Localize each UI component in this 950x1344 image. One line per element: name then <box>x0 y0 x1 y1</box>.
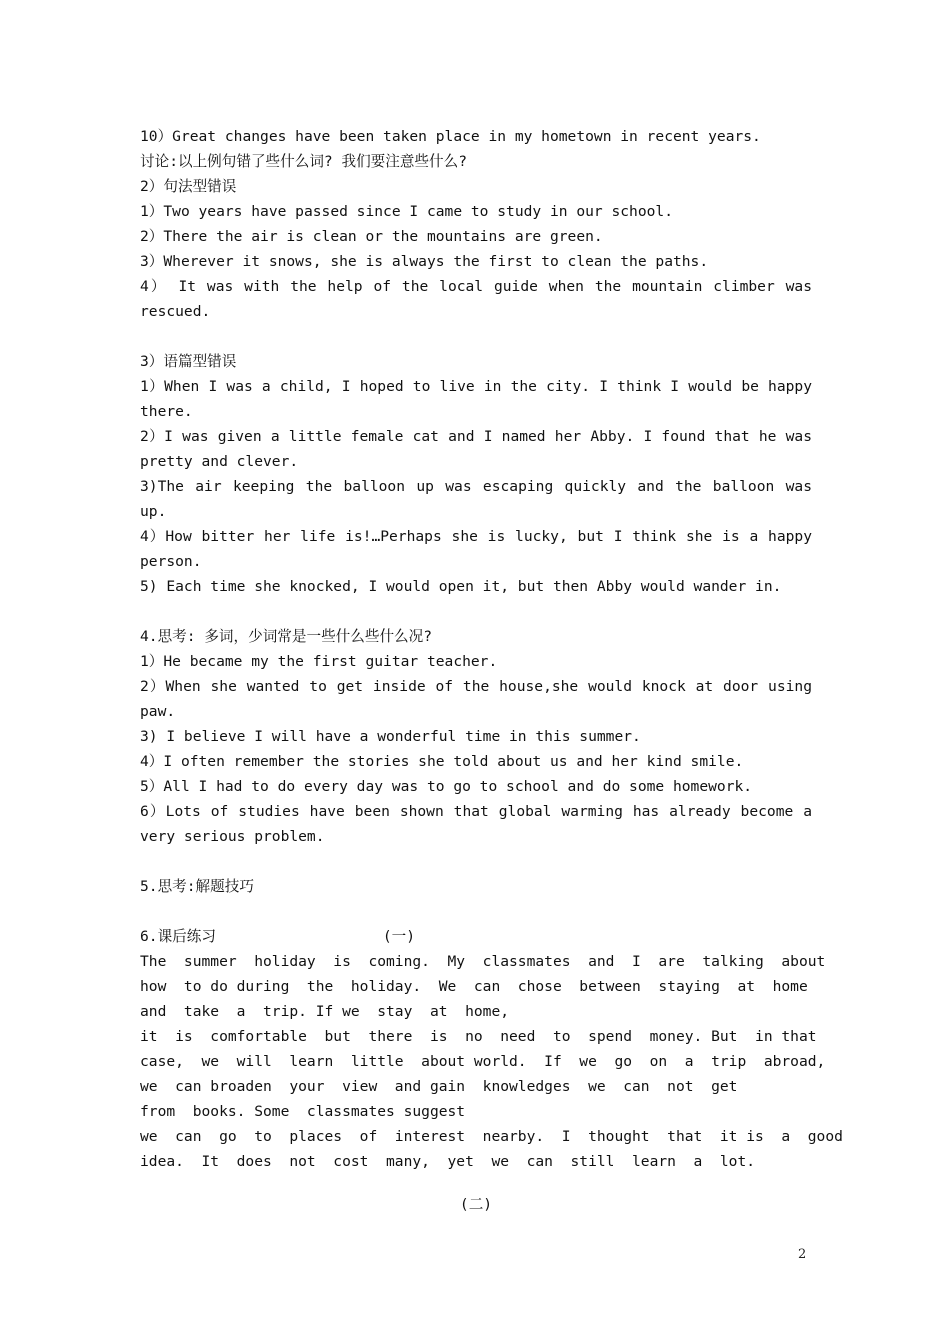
exercise-line: it is comfortable but there is no need to spend money. But in that <box>140 1028 817 1045</box>
exercise-line: how to do during the holiday. We can chose between staying at home <box>140 978 808 995</box>
exercise-line: case, we will learn little about world. If we go on a trip abroad, <box>140 1053 826 1070</box>
text-line: there. <box>140 403 193 420</box>
text-line: 2）When she wanted to get inside of the house,she would knock at door using <box>140 678 812 695</box>
text-line: 4）I often remember the stories she told about us and her kind smile. <box>140 753 744 770</box>
exercise-line: from books. Some classmates suggest <box>140 1103 466 1120</box>
text-line: 5) Each time she knocked, I would open it, but then Abby would wander in. <box>140 578 782 595</box>
text-line: paw. <box>140 703 176 720</box>
text-line: 1）When I was a child, I hoped to live in the city. I think I would be happy <box>140 378 812 395</box>
text-line: 2）I was given a little female cat and I named her Abby. I found that he was <box>140 428 812 445</box>
section-heading-discourse-errors: 3）语篇型错误 <box>140 353 237 370</box>
exercise-line: idea. It does not cost many, yet we can still learn a lot. <box>140 1153 756 1170</box>
text-line: 2）There the air is clean or the mountains are green. <box>140 228 603 245</box>
spacer <box>140 324 812 349</box>
text-line: 3）Wherever it snows, she is always the first to clean the paths. <box>140 253 709 270</box>
text-line: very serious problem. <box>140 828 325 845</box>
text-line: 5）All I had to do every day was to go to school and do some homework. <box>140 778 753 795</box>
spacer <box>140 899 812 924</box>
text-line: up. <box>140 503 167 520</box>
text-line: 1）Two years have passed since I came to study in our school. <box>140 203 673 220</box>
exercise-part-two-heading: (二) <box>459 1196 493 1213</box>
text-line: rescued. <box>140 303 211 320</box>
text-line: pretty and clever. <box>140 453 299 470</box>
spacer <box>140 849 812 874</box>
text-line: 3)The air keeping the balloon up was escaping quickly and the balloon was <box>140 478 812 495</box>
exercise-line: and take a trip. If we stay at home, <box>140 1003 510 1020</box>
section-heading-tips: 5.思考:解题技巧 <box>140 878 254 895</box>
text-line: 1）He became my the first guitar teacher. <box>140 653 498 670</box>
text-line: 3) I believe I will have a wonderful time in this summer. <box>140 728 641 745</box>
text-line: 6）Lots of studies have been shown that global warming has already become a <box>140 803 812 820</box>
spacer <box>140 599 812 624</box>
exercise-line: we can broaden your view and gain knowledges we can not get <box>140 1078 738 1095</box>
section-heading-exercise: 6.课后练习 (一) <box>140 928 416 945</box>
text-line: 10）Great changes have been taken place in my hometown in recent years. <box>140 128 761 145</box>
text-line: person. <box>140 553 202 570</box>
exercise-line: we can go to places of interest nearby. I thought that it is a good <box>140 1128 843 1145</box>
discussion-prompt: 讨论:以上例句错了些什么词? 我们要注意些什么? <box>140 153 468 170</box>
text-line: 4）How bitter her life is!…Perhaps she is lucky, but I think she is a happy <box>140 528 812 545</box>
section-heading-syntax-errors: 2）句法型错误 <box>140 178 237 195</box>
document-body <box>140 124 843 1217</box>
section-heading-think: 4.思考: 多词，少词常是一些什么些什么况? <box>140 628 433 645</box>
page-number: 2 <box>798 1247 807 1262</box>
text-line: 4） It was with the help of the local guide when the mountain climber was <box>140 278 812 295</box>
exercise-line: The summer holiday is coming. My classmates and I are talking about <box>140 953 826 970</box>
